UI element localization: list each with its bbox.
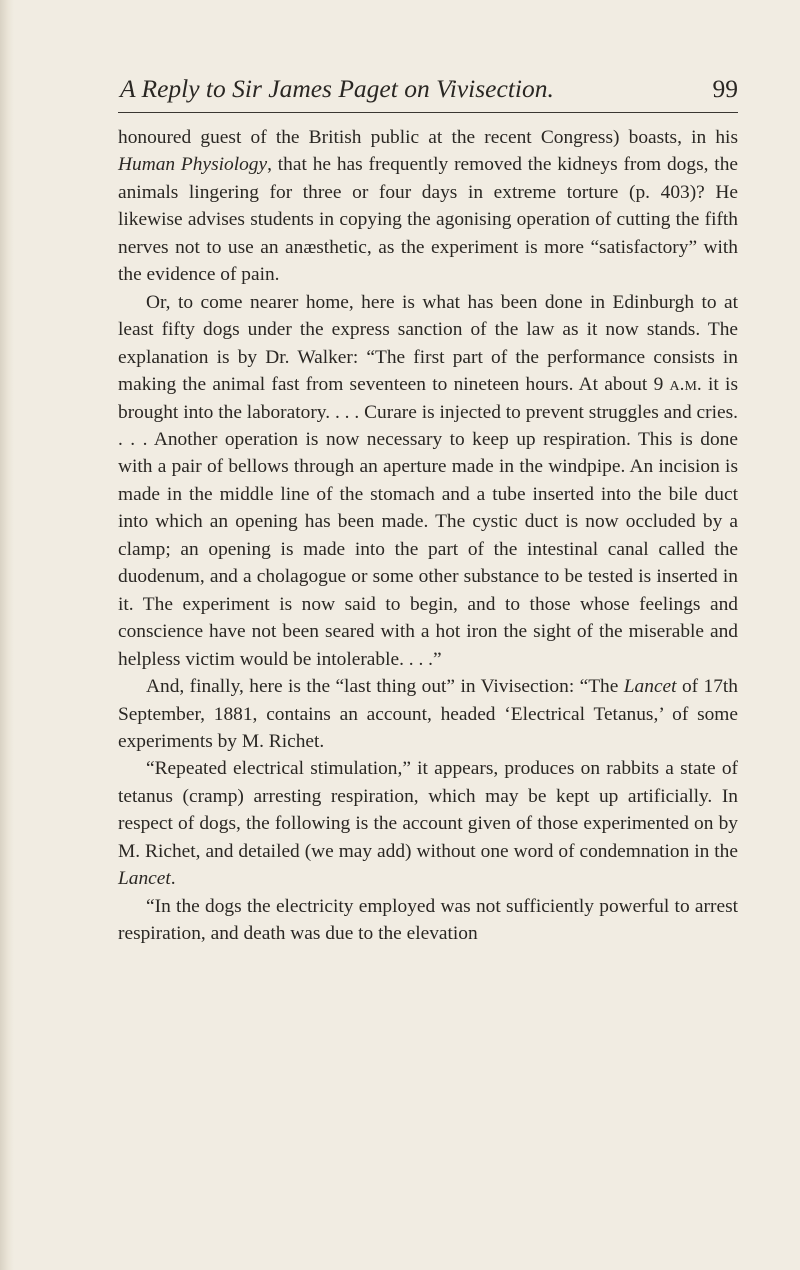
paragraph-4-segment-1: “Repeated electrical stimulation,” it appears, produces on rabbits a state of tetanus (cramp) arresting respiration, which may be kept up artificially. In respect of dogs, the following is the account given of those experimented on by M. Richet, and detailed (we may add) without one word of condemnation in the	[118, 758, 738, 862]
journal-title-lancet: Lancet	[623, 676, 677, 698]
paragraph-4	[118, 755, 738, 892]
page-number: 99	[712, 74, 738, 103]
book-title-human-physiology: Human Physiology	[118, 154, 268, 176]
paragraph-1	[118, 124, 738, 289]
journal-title-lancet: Lancet	[118, 868, 171, 890]
paragraph-4-segment-3: .	[170, 868, 176, 890]
running-title: A Reply to Sir James Paget on Vivisection.	[120, 74, 554, 103]
paragraph-3-segment-1: And, finally, here is the “last thing out” in Vivisection: “The	[146, 676, 624, 698]
paragraph-1-segment-3: , that he has frequently removed the kidneys from dogs, the animals lingering for three or four days in extreme torture (p. 403)? He likewise advises students in copying the agonising operation of cutting the fifth nerves not to use an anæsthetic, as the experiment is more “satisfactory” with the evidence of pain.	[118, 154, 738, 286]
time-abbreviation: a.m.	[669, 374, 702, 396]
body-text	[118, 124, 738, 948]
paragraph-2	[118, 289, 738, 673]
paragraph-2-segment-1: Or, to come nearer home, here is what has been done in Edinburgh to at least fifty dogs under the express sanction of the law as it now stands. The explanation is by Dr. Walker: “The first part of the performance consists in making the animal fast from seventeen to nineteen hours. At about 9	[118, 291, 738, 396]
header-rule	[118, 112, 738, 113]
page-edge-shadow	[0, 0, 14, 1270]
paragraph-5	[118, 893, 738, 948]
paragraph-3	[118, 673, 738, 755]
running-header	[120, 72, 738, 112]
paragraph-1-segment-1: honoured guest of the British public at the recent Congress) boasts, in his	[118, 127, 738, 148]
paragraph-3-segment-3: of 17th September, 1881, contains an account, headed ‘Electrical Tetanus,’ of some experiments by M. Richet.	[118, 676, 738, 752]
paragraph-2-segment-3: it is brought into the laboratory. . . . Curare is injected to prevent struggles and cries. . . . Another operation is now necessary to keep up respiration. This is done with a pair of bellows through an aperture made in the windpipe. An incision is made in the middle line of the stomach and a tube inserted into the bile duct into which an opening has been made. The cystic duct is now occluded by a clamp; an opening is made into the part of the intestinal canal called the duodenum, and a cholagogue or some other substance to be tested is inserted in it. The experiment is now said to begin, and to those whose feelings and conscience have not been seared with a hot iron the sight of the miserable and helpless victim would be intolerable. . . .”	[118, 374, 738, 670]
paragraph-5-segment-1: “In the dogs the electricity employed was not sufficiently powerful to arrest respiration, and death was due to the elevation	[118, 895, 738, 945]
